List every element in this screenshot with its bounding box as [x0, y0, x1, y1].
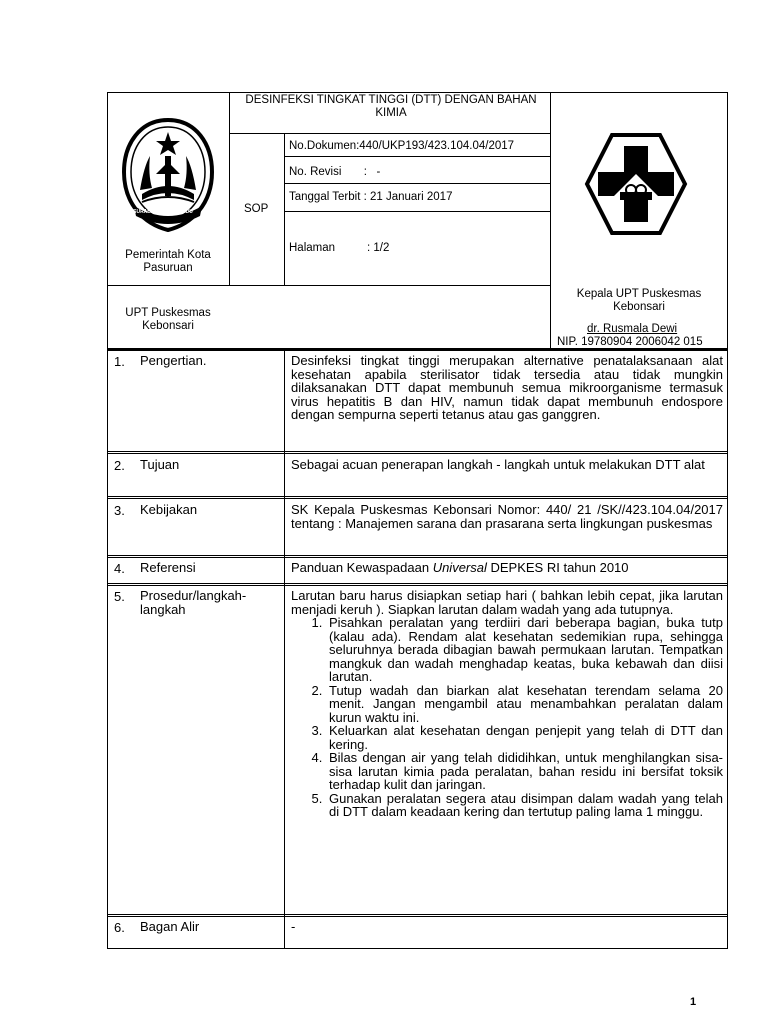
document-title: DESINFEKSI TINGKAT TINGGI (DTT) DENGAN BAHAN KIMIA [245, 94, 537, 119]
procedure-steps [291, 616, 723, 819]
section-number: 4. [114, 561, 125, 576]
section-label-bagan-alir: Bagan Alir [140, 919, 200, 934]
section-label-tujuan: Tujuan [140, 457, 180, 472]
section-label-pengertian: Pengertian. [140, 353, 207, 368]
procedure-step: 5. Gunakan peralatan segera atau disimpan dalam wadah yang telah di DTT dalam keadaan kering dan tertutup paling lama 1 minggu. [326, 792, 723, 819]
sop-body-table [107, 350, 728, 949]
section-number: 1. [114, 354, 125, 369]
revision-number: No. Revisi : - [289, 166, 381, 178]
procedure-step: 4. Bilas dengan air yang telah dididihkan, untuk menghilangkan sisa-sisa larutan kimia pada peralatan, bahan residu ini bersifat toksik terhadap kulit dan jaringan. [326, 751, 723, 792]
reference-text-italic: Universal [432, 560, 487, 575]
section-number: 2. [114, 458, 125, 473]
section-text-kebijakan: SK Kepala Puskesmas Kebonsari Nomor: 440/ 21 /SK//423.104.04/2017 tentang : Manajemen sarana dan prasarana serta lingkungan puskesmas [291, 502, 723, 531]
procedure-step: 3. Keluarkan alat kesehatan dengan penjepit yang telah di DTT dan kering. [326, 724, 723, 751]
section-label-prosedur: Prosedur/langkah-langkah [140, 588, 247, 617]
section-number: 5. [114, 589, 125, 604]
procedure-intro: Larutan baru harus disiapkan setiap hari ( bahkan lebih cepat, jika larutan menjadi keruh ). Siapkan larutan dalam wadah yang ada tutupnya. [291, 588, 723, 617]
head-nip: NIP. 19780904 2006042 015 [557, 336, 703, 348]
page-info: Halaman : 1/2 [289, 242, 390, 254]
section-number: 3. [114, 503, 125, 518]
procedure-step: 1. Pisahkan peralatan yang terdiiri dari beberapa bagian, buka tutp (kalau ada). Rendam alat kesehatan sedemikian rupa, sehingga seluruhnya berada dibagian bawah permukaan larutan. Tempatkan mangkuk dan wadah menghadap keatas, buka kebawah dan diisi larutan. [326, 616, 723, 684]
reference-text-start: Panduan Kewaspadaan [291, 560, 433, 575]
puskesmas-logo-icon [584, 132, 688, 236]
section-text-referensi [291, 561, 723, 575]
seal-motto: SURABAYA SATYA PADU [133, 209, 193, 215]
issue-date: Tanggal Terbit : 21 Januari 2017 [289, 191, 453, 203]
doc-number: No.Dokumen:440/UKP193/423.104.04/2017 [289, 140, 515, 152]
section-label-referensi: Referensi [140, 560, 196, 575]
section-text-prosedur [291, 589, 723, 819]
page-number: 1 [690, 996, 697, 1008]
sop-label: SOP [244, 203, 269, 215]
head-name: dr. Rusmala Dewi [587, 323, 678, 335]
reference-text-end: DEPKES RI tahun 2010 [486, 560, 629, 575]
procedure-step: 2. Tutup wadah dan biarkan alat kesehatan terendam selama 20 menit. Jangan mengambil atau menambahkan peralatan dalam kurun waktu ini. [326, 684, 723, 725]
section-text-tujuan: Sebagai acuan penerapan langkah - langkah untuk melakukan DTT alat [291, 457, 705, 472]
section-number: 6. [114, 920, 125, 935]
section-label-kebijakan: Kebijakan [140, 502, 198, 517]
section-text-pengertian: Desinfeksi tingkat tinggi merupakan alternative penatalaksanaan alat kesehatan apabila sterilisator tidak tersedia atau tidak mungkin dilaksanakan DTT dapat membunuh semua mikroorganisme termasuk virus hepatitis B dan HIV, namun tidak dapat membunuh endospore dengan sempurna seperti tetanus atau gas ganggren. [291, 353, 723, 422]
section-text-bagan-alir: - [291, 919, 296, 934]
government-name: Pemerintah Kota Pasuruan [125, 249, 211, 274]
unit-name: UPT Puskesmas Kebonsari [125, 307, 211, 332]
head-title: Kepala UPT Puskesmas Kebonsari [576, 288, 702, 313]
